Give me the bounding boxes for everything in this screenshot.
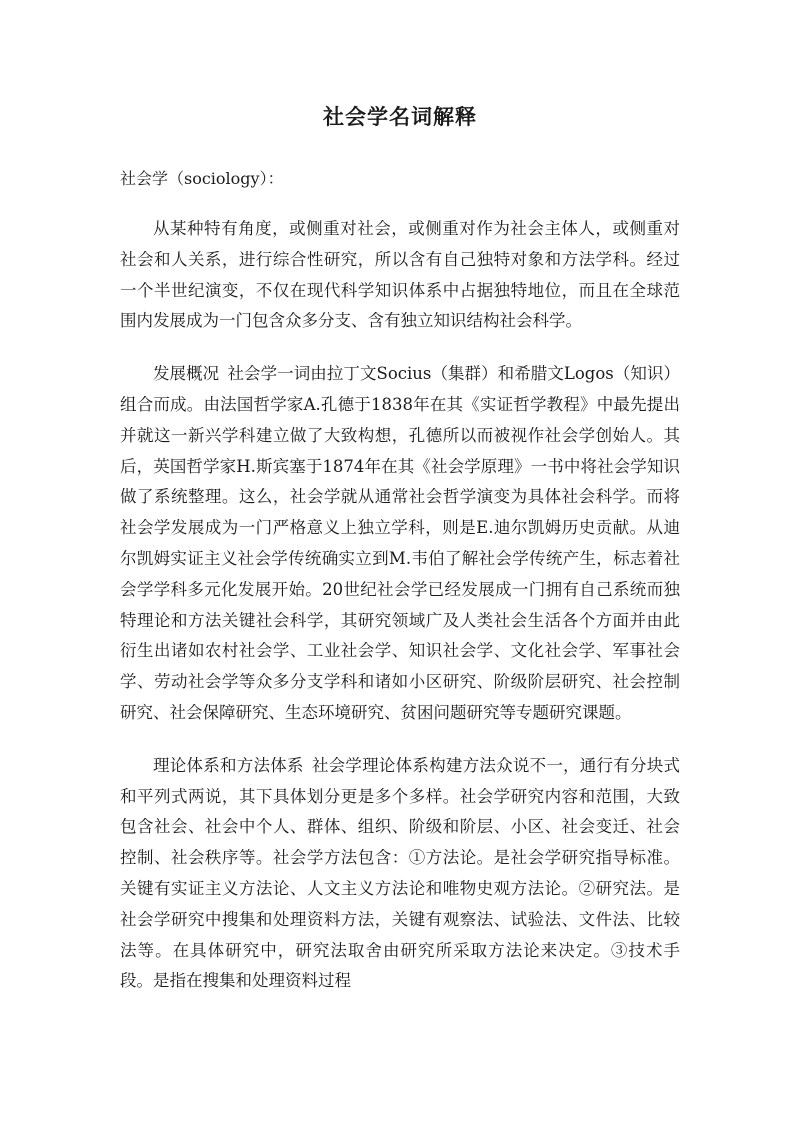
paragraph-theory-methods xyxy=(120,751,680,997)
section-label: 发展概况 xyxy=(153,364,220,384)
document-page xyxy=(120,100,680,1019)
section-label: 理论体系和方法体系 xyxy=(153,755,304,775)
paragraph-text: 社会学理论体系构建方法众说不一，通行有分块式和平列式两说，其下具体划分更是多个多样。社会学研究内容和范围，大致包含社会、社会中个人、群体、组织、阶级和阶层、小区、社会变迁、社会控制、社会秩序等。社会学方法包含：①方法论。是社会学研究指导标准。关键有实证主义方法论、人文主义方法论和唯物史观方法论。②研究法。是社会学研究中搜集和处理资料方法，关键有观察法、试验法、文件法、比较法等。在具体研究中，研究法取舍由研究所采取方法论来决定。③技术手段。是指在搜集和处理资料过程 xyxy=(120,755,681,991)
paragraph-text: 社会学一词由拉丁文Socius（集群）和希腊文Logos（知识）组合而成。由法国哲学家A.孔德于1838年在其《实证哲学教程》中最先提出并就这一新兴学科建立做了大致构想，孔德所以而被视作社会学创始人。其后，英国哲学家H.斯宾塞于1874年在其《社会学原理》一书中将社会学知识做了系统整理。这么，社会学就从通常社会哲学演变为具体社会科学。而将社会学发展成为一门严格意义上独立学科，则是E.迪尔凯姆历史贡献。从迪尔凯姆实证主义社会学传统确实立到M.韦伯了解社会学传统产生，标志着社会学学科多元化发展开始。20世纪社会学已经发展成一门拥有自己系统而独特理论和方法关键社会科学，其研究领域广及人类社会生活各个方面并由此衍生出诸如农村社会学、工业社会学、知识社会学、文化社会学、军事社会学、劳动社会学等众多分支学科和诸如小区研究、阶级阶层研究、社会控制研究、社会保障研究、生态环境研究、贫困问题研究等专题研究课题。 xyxy=(120,364,680,722)
document-title: 社会学名词解释 xyxy=(323,104,477,129)
paragraph-definition xyxy=(120,214,680,337)
term-heading: 社会学（sociology）： xyxy=(120,169,284,188)
paragraph-development xyxy=(120,359,680,729)
paragraph-text: 从某种特有角度，或侧重对社会，或侧重对作为社会主体人，或侧重对社会和人关系，进行综合性研究，所以含有自己独特对象和方法学科。经过一个半世纪演变，不仅在现代科学知识体系中占据独特地位，而且在全球范围内发展成为一门包含众多分支、含有独立知识结构社会科学。 xyxy=(120,219,680,331)
